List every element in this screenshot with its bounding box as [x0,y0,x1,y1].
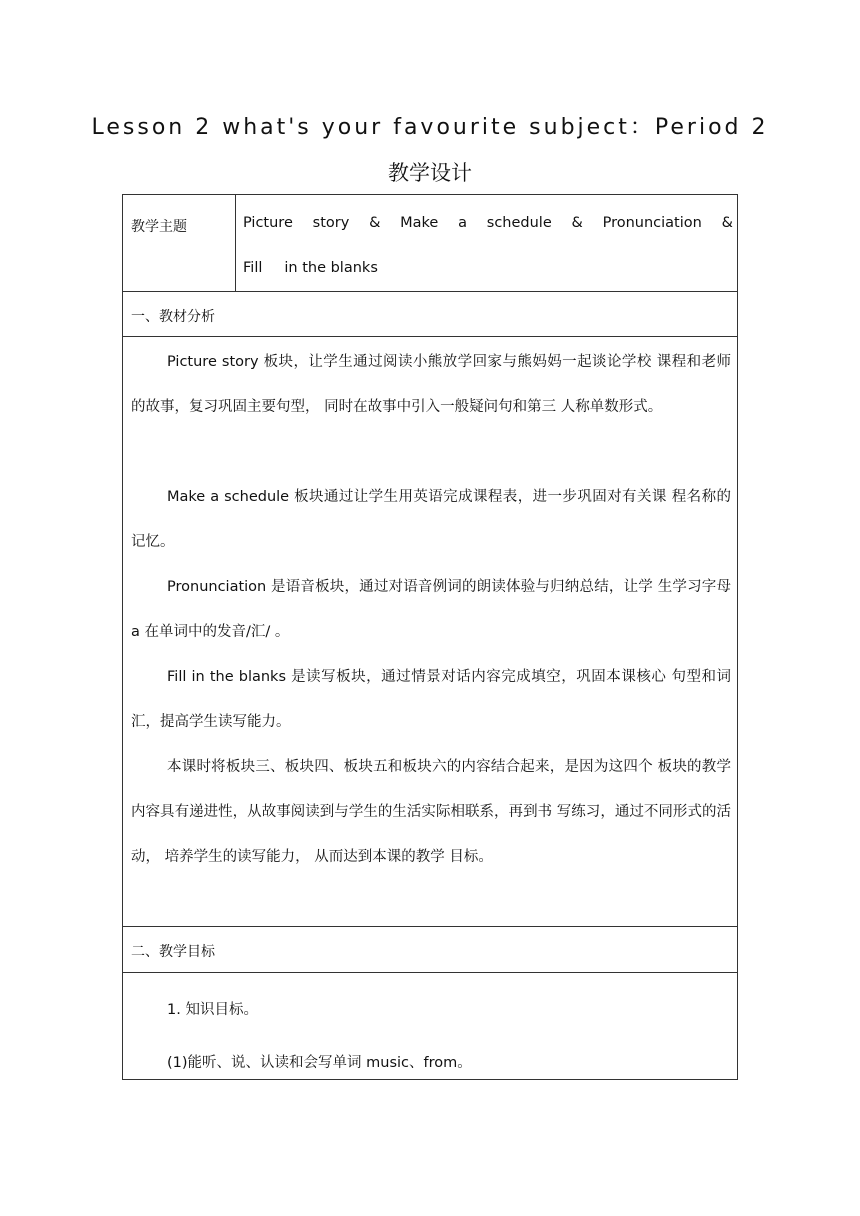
topic-word: & [369,215,381,231]
analysis-paragraph: Pronunciation 是语音板块，通过对语音例词的朗读体验与归纳总结，让学 生学习字母 a 在单词中的发音/汇/ 。 [131,579,731,640]
topic-word: in the blanks [284,260,378,276]
analysis-paragraph: Make a schedule 板块通过让学生用英语完成课程表，进一步巩固对有关课 程名称的记忆。 [131,489,731,550]
column-divider [235,195,236,291]
page-title: Lesson 2 what's your favourite subject：Period 2 [91,115,769,140]
lesson-plan-table [122,194,738,1080]
analysis-paragraph: 本课时将板块三、板块四、板块五和板块六的内容结合起来，是因为这四个 板块的教学内容具有递进性，从故事阅读到与学生的生活实际相联系，再到书 写练习，通过不同形式的活动， 培养学生的读写能力， 从而达到本课的教学 目标。 [131,759,731,865]
topic-word: schedule [486,215,552,231]
topic-word: Make [400,215,439,231]
topic-word: Fill [243,260,263,276]
row-divider [123,972,737,973]
row-divider [123,336,737,337]
objective-item: (1)能听、说、认读和会写单词 music、from。 [167,1055,472,1071]
row-divider [123,926,737,927]
topic-word: story [312,215,350,231]
section-heading-analysis: 一、教材分析 [131,309,215,325]
objective-knowledge: 1. 知识目标。 [167,1002,258,1018]
analysis-paragraph: Picture story 板块，让学生通过阅读小熊放学回家与熊妈妈一起谈论学校 课程和老师的故事，复习巩固主要句型， 同时在故事中引入一般疑问句和第三 人称单数形式。 [131,354,731,415]
section-heading-objectives: 二、教学目标 [131,944,215,960]
topic-value-line1 [243,215,733,231]
topic-word: & [721,215,733,231]
topic-word: a [458,215,467,231]
topic-word: Pronunciation [602,215,702,231]
topic-value-line2 [243,260,378,276]
topic-word: & [571,215,583,231]
topic-label: 教学主题 [131,219,187,235]
topic-word: Picture [243,215,293,231]
analysis-paragraph: Fill in the blanks 是读写板块，通过情景对话内容完成填空，巩固本课核心 句型和词汇，提高学生读写能力。 [131,669,731,730]
page-subtitle: 教学设计 [388,161,472,185]
row-divider [123,291,737,292]
